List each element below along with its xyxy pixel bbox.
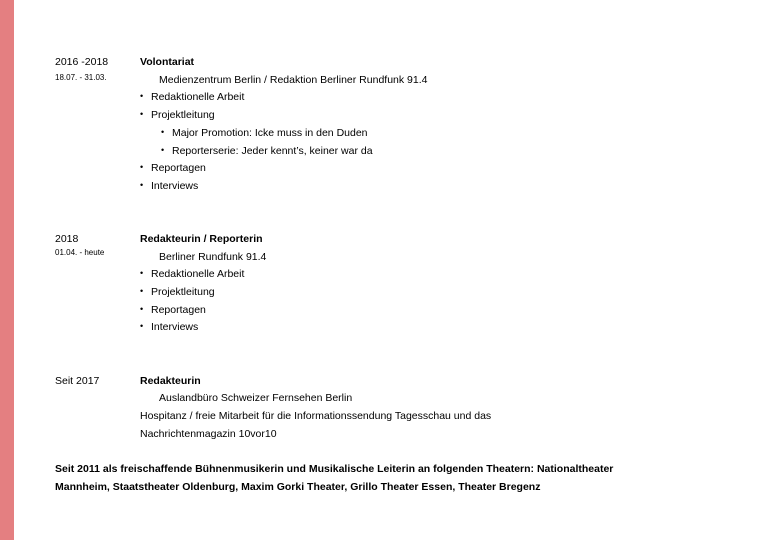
footer-line: Mannheim, Staatstheater Oldenburg, Maxim Gorki Theater, Grillo Theater Essen, Theater Bregenz — [55, 481, 541, 493]
task-item: Interviews — [151, 180, 199, 192]
task-item: Redaktionelle Arbeit — [151, 91, 245, 103]
task-item: Interviews — [151, 321, 199, 333]
bullet-icon: • — [161, 145, 165, 155]
task-item: Projektleitung — [151, 109, 215, 121]
bullet-icon: • — [140, 180, 144, 190]
entry-title: Redakteurin — [140, 375, 201, 387]
bullet-icon: • — [140, 268, 144, 278]
entry-date: 01.04. - heute — [55, 248, 105, 257]
task-item: Reportagen — [151, 304, 206, 316]
entry-date: 18.07. - 31.03. — [55, 73, 107, 82]
entry-title: Volontariat — [140, 56, 195, 68]
entry-period: Seit 2017 — [55, 375, 100, 387]
entry-employer: Auslandbüro Schweizer Fernsehen Berlin — [159, 392, 353, 404]
subtask-item: Major Promotion: Icke muss in den Duden — [172, 127, 368, 139]
bullet-icon: • — [140, 304, 144, 314]
subtask-item: Reporterserie: Jeder kennt’s, keiner war da — [172, 145, 373, 157]
bullet-icon: • — [140, 91, 144, 101]
task-item: Reportagen — [151, 162, 206, 174]
bullet-icon: • — [140, 109, 144, 119]
accent-stripe — [0, 0, 14, 540]
entry-employer: Berliner Rundfunk 91.4 — [159, 251, 267, 263]
bullet-icon: • — [140, 162, 144, 172]
entry-title: Redakteurin / Reporterin — [140, 233, 263, 245]
task-item: Projektleitung — [151, 286, 215, 298]
footer-line: Seit 2011 als freischaffende Bühnenmusikerin und Musikalische Leiterin an folgenden Theatern: Nationaltheater — [55, 463, 614, 475]
task-item: Redaktionelle Arbeit — [151, 268, 245, 280]
entry-employer: Medienzentrum Berlin / Redaktion Berliner Rundfunk 91.4 — [159, 74, 428, 86]
entry-description-line: Hospitanz / freie Mitarbeit für die Informationssendung Tagesschau und das — [140, 410, 492, 422]
bullet-icon: • — [161, 127, 165, 137]
entry-description-line: Nachrichtenmagazin 10vor10 — [140, 428, 277, 440]
bullet-icon: • — [140, 321, 144, 331]
bullet-icon: • — [140, 286, 144, 296]
entry-period: 2016 -2018 — [55, 56, 109, 68]
entry-period: 2018 — [55, 233, 79, 245]
